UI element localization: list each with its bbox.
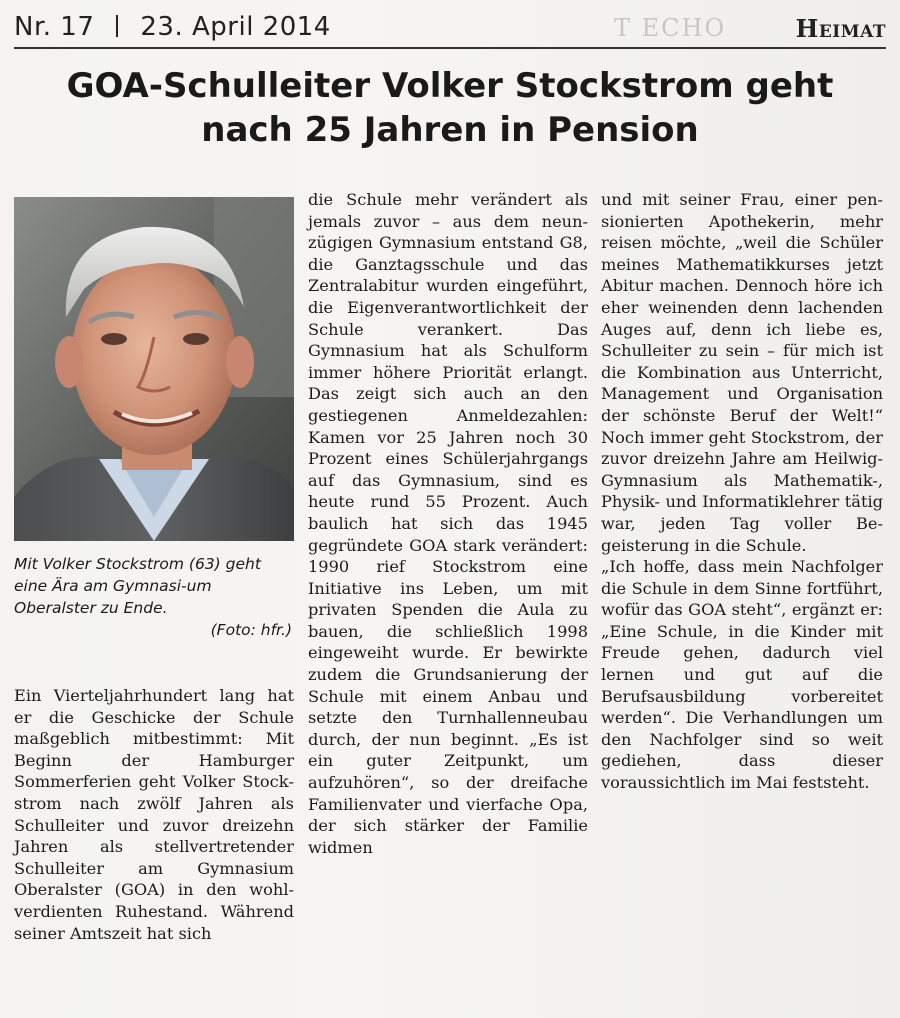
article-paragraph: Ein Vierteljahrhundert lang hat er die Geschicke der Schule maßgeblich mitbestimmt: Mit Beginn der Hamburger Sommerferien geht Volker Stockstrom nach zwölf Jahren als Schulleiter und zuvor dreizehn Jahren als stellvertretender Schulleiter am Gymnasium Oberalster (GOA) in den wohlverdienten Ruhestand. Während seiner Amtszeit hat sich [14, 686, 294, 943]
article-column-2 [308, 189, 588, 858]
article-paragraph: „Ich hoffe, dass mein Nachfolger die Schule in dem Sinne fortführt, wofür das GOA steht“, ergänzt er: „Eine Schule, in die Kinder mit Freude gehen, dadurch viel lernen und gut auf die Berufsausbildung vorbereitet werden“. Die Verhandlungen um den Nachfolger sind so weit gediehen, dass dieser voraussichtlich im Mai feststeht. [601, 557, 883, 793]
portrait-image [14, 197, 294, 541]
masthead-rule [14, 47, 886, 49]
article-paragraph: und mit seiner Frau, einer pensionierten Apothekerin, mehr reisen möchte, „weil die Schüler meines Mathematikkurses jetzt Abitur machen. Dennoch höre ich eher weinenden denn lachenden Auges auf, denn ich liebe es, Schulleiter zu sein – für mich ist die Kombination aus Unterricht, Management und Organisation der schönste Beruf der Welt!“ Noch immer geht Stockstrom, der zuvor dreizehn Jahre am Heilwig-Gymnasium als Mathematik-, Physik- und Informatiklehrer tätig war, jeden Tag voller Begeisterung in die Schule. [601, 190, 883, 555]
headline-line-2: nach 25 Jahren in Pension [201, 110, 699, 150]
issue-number: Nr. 17 [14, 12, 95, 42]
article-column-1 [14, 685, 294, 944]
bleed-through-text: T ECHO [614, 14, 727, 42]
issue-line [14, 12, 331, 42]
article-column-3 [601, 189, 883, 794]
masthead [14, 12, 886, 46]
article-paragraph: die Schule mehr verändert als jemals zuvor – aus dem neunzügigen Gymnasium entstand G8, die Ganztagsschule und das Zentralabitur wurden eingeführt, die Eigenverantwortlichkeit der Schule verankert. Das Gymnasium hat als Schulform immer höhere Priorität erlangt. Das zeigt sich auch an den gestiegenen Anmeldezahlen: Kamen vor 25 Jahren noch 30 Prozent eines Schülerjahrgangs auf das Gymnasium, sind es heute rund 55 Prozent. Auch baulich hat sich das 1945 gegründete GOA stark verändert: 1990 rief Stockstrom eine Initiative ins Leben, um mit privaten Spenden die Aula zu bauen, die schließlich 1998 eingeweiht wurde. Er bewirkte zudem die Grundsanierung der Schule mit einem Anbau und setzte den Turnhallenneubau durch, der nun beginnt. „Es ist ein guter Zeitpunkt, um aufzuhören“, so der dreifache Familienvater und vierfache Opa, der sich stärker der Familie widmen [308, 190, 588, 857]
section-name: Heimat [795, 14, 886, 43]
headline-line-1: GOA-Schulleiter Volker Stockstrom geht [66, 66, 834, 106]
article-headline [14, 64, 886, 152]
photo-credit: (Foto: hfr.) [210, 621, 292, 639]
separator [116, 15, 118, 37]
issue-date: 23. April 2014 [140, 12, 331, 42]
caption-text: Mit Volker Stockstrom (63) geht eine Ära am Gymnasi-um Oberalster zu Ende. [14, 555, 261, 617]
portrait-photo [14, 197, 294, 541]
photo-caption [14, 553, 292, 641]
